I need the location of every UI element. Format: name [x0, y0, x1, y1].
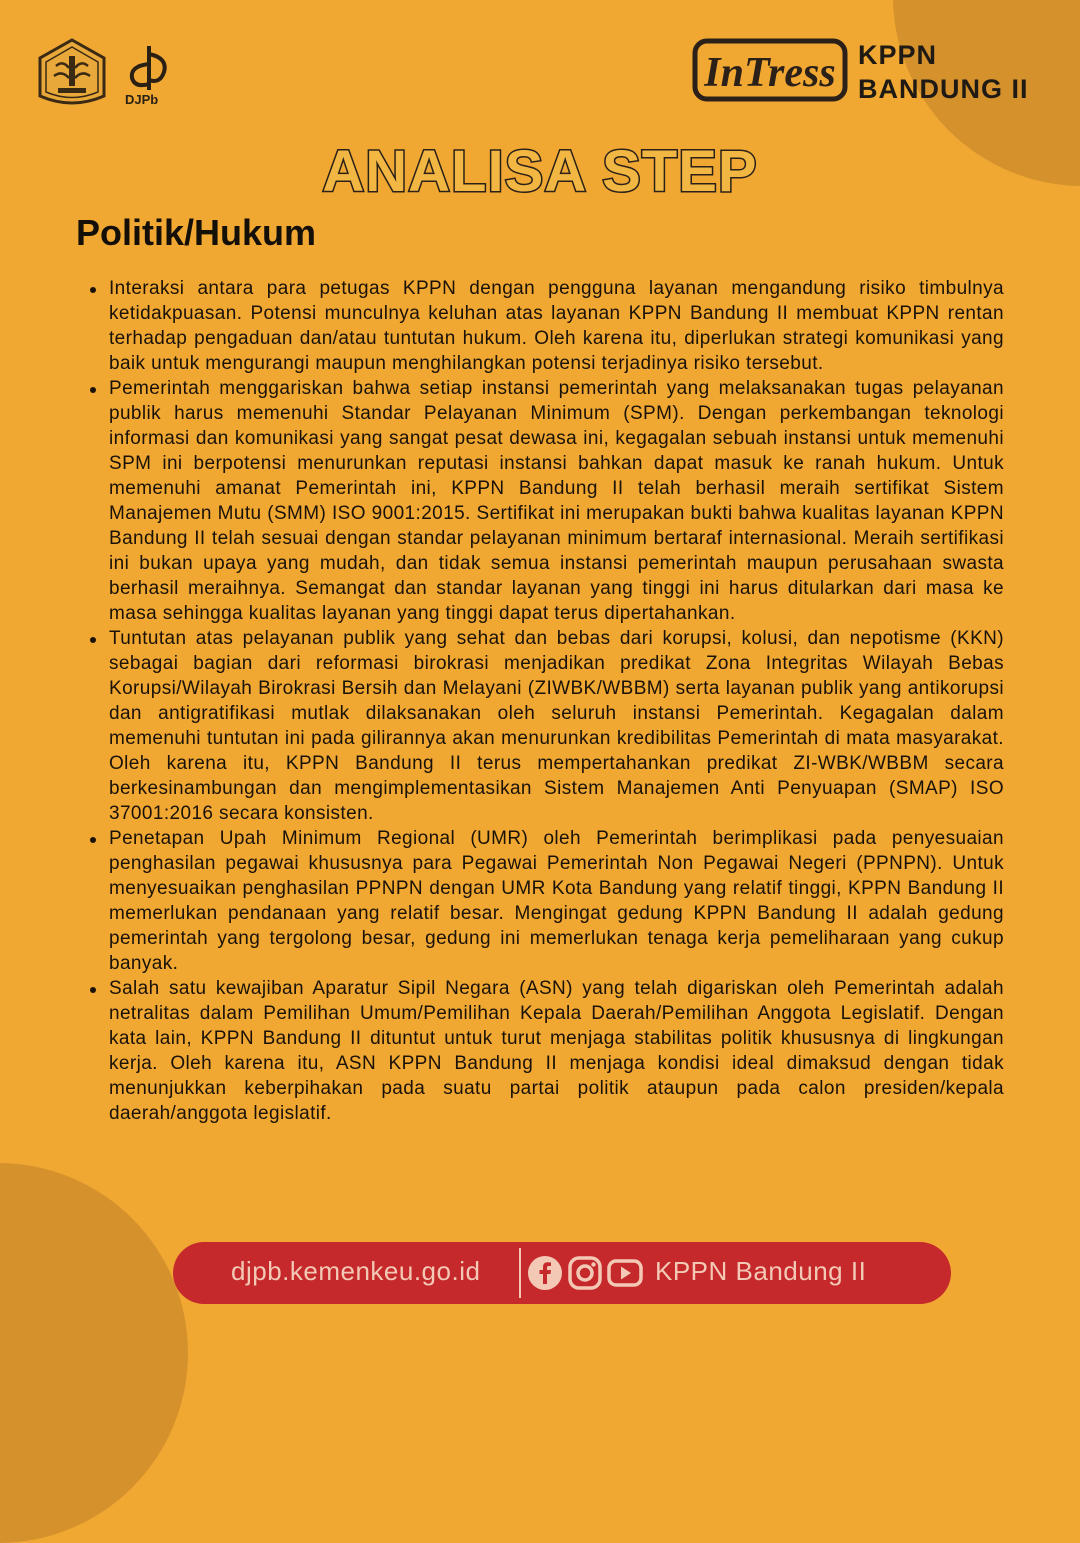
office-name-line1: KPPN: [858, 40, 938, 70]
footer-url-link[interactable]: djpb.kemenkeu.go.id: [231, 1256, 481, 1286]
bullet-list: [109, 276, 1004, 1126]
footer-social-handle: KPPN Bandung II: [655, 1256, 867, 1286]
section-heading: Politik/Hukum: [76, 212, 317, 253]
intress-logo: [692, 36, 852, 104]
bullet-item: Pemerintah menggariskan bahwa setiap instansi pemerintah yang melaksanakan tugas pelayanan publik harus memenuhi Standar Pelayanan Minimum (SPM). Dengan perkembangan teknologi informasi dan komunikasi yang sangat pesat dewasa ini, kegagalan sebuah instansi untuk memenuhi SPM ini berpotensi menurunkan reputasi instansi bahkan dapat masuk ke ranah hukum. Untuk memenuhi amanat Pemerintah ini, KPPN Bandung II telah berhasil meraih sertifikat Sistem Manajemen Mutu (SMM) ISO 9001:2015. Sertifikat ini merupakan bukti bahwa kualitas layanan KPPN Bandung II telah sesuai dengan standar pelayanan minimum bertaraf internasional. Meraih sertifikasi ini bukan upaya yang mudah, dan tidak semua instansi pemerintah maupun perusahaan swasta berhasil meraihnya. Semangat dan standar layanan yang tinggi ini harus ditularkan dari masa ke masa sehingga kualitas layanan yang tinggi dapat terus dipertahankan.: [109, 378, 1004, 624]
bullet-item: Penetapan Upah Minimum Regional (UMR) oleh Pemerintah berimplikasi pada penyesuaian penghasilan pegawai khususnya para Pegawai Pemerintah Non Pegawai Negeri (PPNPN). Untuk menyesuaikan penghasilan PPNPN dengan UMR Kota Bandung yang relatif tinggi, KPPN Bandung II memerlukan pendanaan yang relatif besar. Mengingat gedung KPPN Bandung II adalah gedung pemerintah yang tergolong besar, gedung ini memerlukan tenaga kerja pemeliharaan yang cukup banyak.: [109, 828, 1004, 974]
youtube-icon[interactable]: [607, 1255, 643, 1291]
kemenkeu-logo-icon: [36, 38, 108, 110]
decorative-circle-bottom-left: [0, 1163, 188, 1543]
intress-logo-text: InTress: [704, 50, 836, 96]
djpb-logo-text: DJPb: [125, 92, 159, 107]
bullet-item: Tuntutan atas pelayanan publik yang sehat dan bebas dari korupsi, kolusi, dan nepotisme (KKN) sebagai bagian dari reformasi birokrasi menjadikan predikat Zona Integritas Wilayah Bebas Korupsi/Wilayah Birokrasi Bersih dan Melayani (ZIWBK/WBBM) serta layanan publik yang antikorupsi dan antigratifikasi mutlak dilaksanakan oleh seluruh instansi Pemerintah. Kegagalan dalam memenuhi tuntutan ini pada gilirannya akan menurunkan kredibilitas Pemerintah di mata masyarakat. Oleh karena itu, KPPN Bandung II terus mempertahankan predikat ZI-WBK/WBBM secara berkesinambungan dan mengimplementasikan Sistem Manajemen Anti Penyuapan (SMAP) ISO 37001:2016 secara konsisten.: [109, 628, 1004, 824]
footer-divider: [519, 1248, 521, 1298]
office-name: [858, 38, 1029, 106]
bullet-item: Interaksi antara para petugas KPPN dengan pengguna layanan mengandung risiko timbulnya ketidakpuasan. Potensi munculnya keluhan atas layanan KPPN Bandung II membuat KPPN rentan terhadap pengaduan dan/atau tuntutan hukum. Oleh karena itu, diperlukan strategi komunikasi yang baik untuk mengurangi maupun menghilangkan potensi terjadinya risiko tersebut.: [109, 278, 1004, 374]
bullet-item: Salah satu kewajiban Aparatur Sipil Negara (ASN) yang telah digariskan oleh Pemerintah adalah netralitas dalam Pemilihan Umum/Pemilihan Kepala Daerah/Pemilihan Anggota Legislatif. Dengan kata lain, KPPN Bandung II dituntut untuk turut menjaga stabilitas politik khususnya di lingkungan kerja. Oleh karena itu, ASN KPPN Bandung II menjaga kondisi ideal dimaksud dengan tidak menunjukkan keberpihakan pada suatu partai politik ataupun pada calon presiden/kepala daerah/anggota legislatif.: [109, 978, 1004, 1124]
instagram-icon[interactable]: [567, 1255, 603, 1291]
facebook-icon[interactable]: [527, 1255, 563, 1291]
footer-bar: [173, 1242, 951, 1304]
page-title: ANALISA STEP: [322, 139, 758, 204]
office-name-line2: BANDUNG II: [858, 74, 1029, 104]
